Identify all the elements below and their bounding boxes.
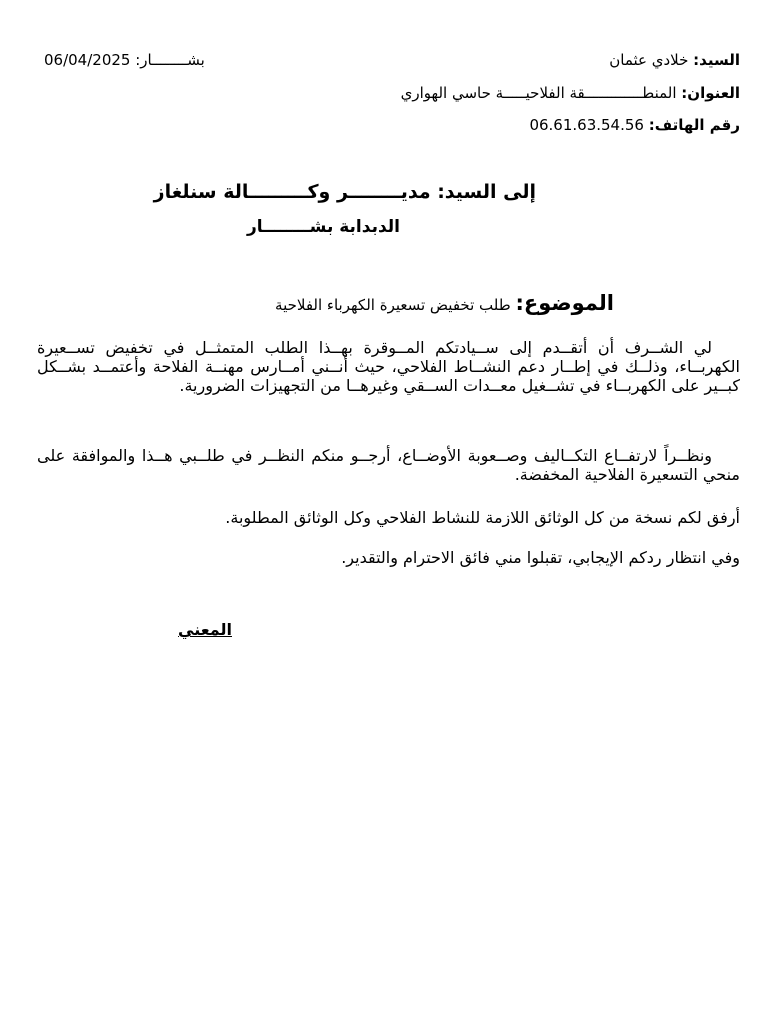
sender-name-label: السيد:	[693, 51, 740, 69]
place-label: بشــــــــار:	[135, 51, 205, 69]
subject-text: طلب تخفيض تسعيرة الكهرباء الفلاحية	[275, 296, 511, 314]
place-date-line	[44, 50, 205, 70]
sender-address-label: العنوان:	[681, 84, 740, 102]
recipient-line-1: إلى السيد: مديــــــــر وكـــــــــالة سنلغاز	[153, 181, 536, 203]
sender-address-value: المنطـــــــــــــقة الفلاحيـــــة حاسي الهواري	[400, 84, 677, 102]
sender-phone-label: رقم الهاتف:	[648, 116, 740, 134]
signature-label: المعني	[178, 620, 232, 639]
sender-phone-value: 06.61.63.54.56	[529, 116, 644, 134]
body-paragraph-2: ونظــراً لارتفــاع التكــاليف وصــعوبة الأوضــاع، أرجــو منكم النظــر في طلــبي هــذا والموافقة على منحي التسعيرة الفلاحية المخفضة.	[37, 446, 740, 484]
body-paragraph-3: أرفق لكم نسخة من كل الوثائق اللازمة للنشاط الفلاحي وكل الوثائق المطلوبة.	[225, 508, 740, 527]
recipient-line-2: الدبدابة بشــــــــار	[246, 217, 400, 237]
body-paragraph-4: وفي انتظار ردكم الإيجابي، تقبلوا مني فائق الاحترام والتقدير.	[341, 548, 740, 567]
body-paragraph-1: لي الشــرف أن أتقــدم إلى ســيادتكم المــوقرة بهــذا الطلب المتمثــل في تخفيض تســعيرة الكهربــاء، وذلــك في إطــار دعم النشــاط الفلاحي، حيث أنــني أمــارس مهنــة الفلاحة وأعتمــد بشــكل كبــير على الكهربــاء في تشــغيل معــدات الســقي وغيرهــا من التجهيزات الضرورية.	[37, 338, 740, 395]
sender-address-line	[401, 83, 740, 103]
sender-phone-line	[529, 115, 740, 135]
letter-date: 06/04/2025	[44, 51, 131, 69]
subject-line	[275, 290, 614, 318]
sender-name-line	[609, 50, 740, 70]
sender-name-value: خلادي عثمان	[609, 51, 689, 69]
subject-label: الموضوع:	[515, 291, 614, 315]
